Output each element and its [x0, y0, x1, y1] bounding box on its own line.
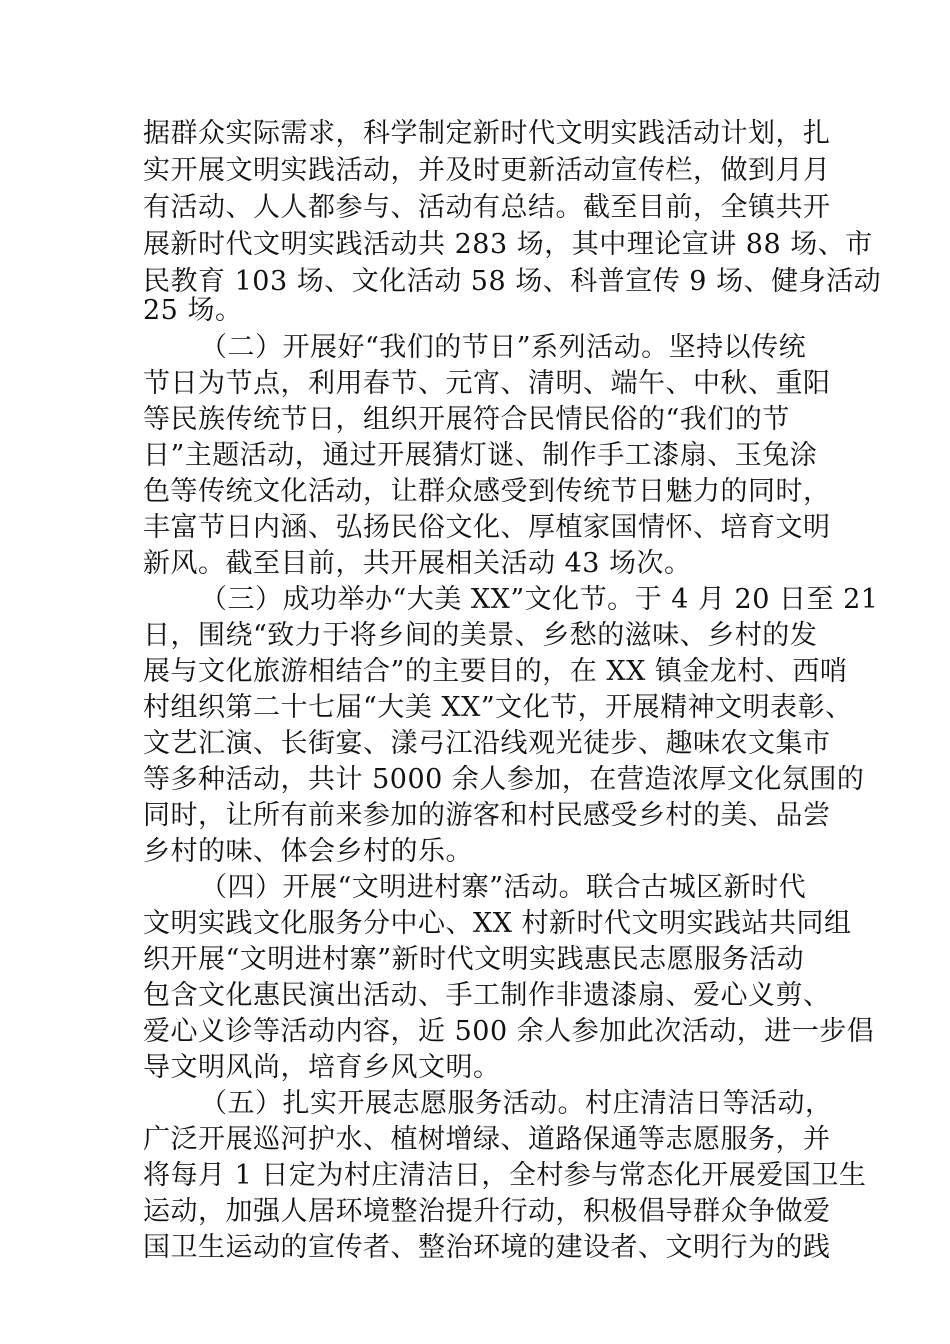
text-line: 日，围绕“致力于将乡间的美景、乡愁的滋味、乡村的发	[143, 620, 818, 651]
text-line: 等多种活动，共计 5000 余人参加，在营造浓厚文化氛围的	[143, 764, 865, 795]
text-line: 色等传统文化活动，让群众感受到传统节日魅力的同时，	[143, 476, 831, 507]
paragraph-3-first-line: （三）成功举办“大美 XX”文化节。于 4 月 20 日至 21	[200, 584, 879, 615]
text-line: 新风。截至目前，共开展相关活动 43 场次。	[143, 548, 692, 579]
text-line: 同时，让所有前来参加的游客和村民感受乡村的美、品尝	[143, 800, 831, 831]
text-line: 节日为节点，利用春节、元宵、清明、端午、中秋、重阳	[143, 368, 831, 399]
text-line: 村组织第二十七届“大美 XX”文化节，开展精神文明表彰、	[143, 692, 853, 723]
paragraph-5-first-line: （五）扎实开展志愿服务活动。村庄清洁日等活动，	[200, 1088, 833, 1119]
text-line: 等民族传统节日，组织开展符合民情民俗的“我们的节	[143, 404, 790, 435]
text-line: 文明实践文化服务分中心、XX 村新时代文明实践站共同组	[143, 908, 852, 939]
text-line: 爱心义诊等活动内容，近 500 余人参加此次活动，进一步倡	[143, 1016, 875, 1047]
text-line: 25 场。	[143, 295, 243, 326]
text-line: 日”主题活动，通过开展猜灯谜、制作手工漆扇、玉兔涂	[143, 440, 818, 471]
text-line: 将每月 1 日定为村庄清洁日，全村参与常态化开展爱国卫生	[143, 1160, 867, 1191]
text-line: 丰富节日内涵、弘扬民俗文化、厚植家国情怀、培育文明	[143, 512, 831, 543]
text-line: 运动，加强人居环境整治提升行动，积极倡导群众争做爱	[143, 1196, 831, 1227]
text-line: 有活动、人人都参与、活动有总结。截至目前，全镇共开	[143, 192, 831, 223]
text-line: 导文明风尚，培育乡风文明。	[143, 1052, 501, 1083]
text-line: 展新时代文明实践活动共 283 场，其中理论宣讲 88 场、市	[143, 229, 873, 260]
text-line: 展与文化旅游相结合”的主要目的，在 XX 镇金龙村、西哨	[143, 656, 848, 687]
text-line: 实开展文明实践活动，并及时更新活动宣传栏，做到月月	[143, 155, 831, 186]
text-line: 广泛开展巡河护水、植树增绿、道路保通等志愿服务，并	[143, 1124, 831, 1155]
text-line: 包含文化惠民演出活动、手工制作非遗漆扇、爱心义剪、	[143, 980, 831, 1011]
text-line: 国卫生运动的宣传者、整治环境的建设者、文明行为的践	[143, 1232, 831, 1263]
text-line: 据群众实际需求，科学制定新时代文明实践活动计划，扎	[143, 118, 831, 149]
text-line: 乡村的味、体会乡村的乐。	[143, 836, 473, 867]
text-line: 民教育 103 场、文化活动 58 场、科普宣传 9 场、健身活动	[143, 266, 882, 297]
paragraph-4-first-line: （四）开展“文明进村寨”活动。联合古城区新时代	[200, 872, 807, 903]
paragraph-2-first-line: （二）开展好“我们的节日”系列活动。坚持以传统	[200, 332, 807, 363]
text-line: 织开展“文明进村寨”新时代文明实践惠民志愿服务活动	[143, 944, 805, 975]
text-line: 文艺汇演、长街宴、漾弓江沿线观光徒步、趣味农文集市	[143, 728, 831, 759]
